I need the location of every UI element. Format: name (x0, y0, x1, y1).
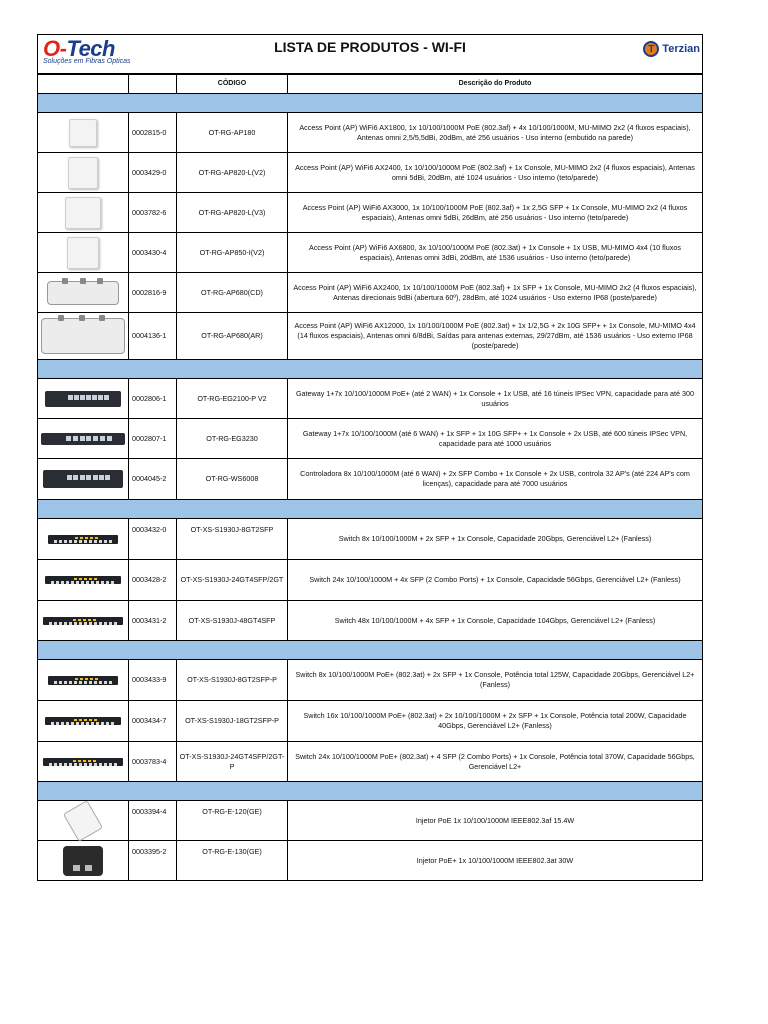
product-description: Access Point (AP) WiFi6 AX12000, 1x 10/100/1000M PoE (802.3at) + 1x 1/2,5G + 2x 10G SFP+ + 1x Console, MU-MIMO 4x4 (14 fluxos espaciais), Antenas omni 6/8dBi, Saídas para antenas externas, 29/27dBm, até 1536 usuários - Uso externo IP68 (poste/parede) (288, 313, 703, 360)
product-image-cell (38, 560, 129, 601)
product-image-cell (38, 379, 129, 419)
table-row (38, 560, 703, 601)
product-code: OT-RG-AP820-L(V3) (177, 193, 288, 233)
category-band (38, 360, 703, 379)
table-header-row (38, 75, 703, 94)
product-code: OT-RG-AP820-L(V2) (177, 153, 288, 193)
product-description: Switch 48x 10/100/1000M + 4x SFP + 1x Console, Capacidade 104Gbps, Gerenciável L2+ (Fanless) (288, 601, 703, 641)
table-row (38, 660, 703, 701)
product-description: Gateway 1+7x 10/100/1000M PoE+ (até 2 WAN) + 1x Console + 1x USB, até 16 túneis IPSec VPN, capacidade para até 300 usuários (288, 379, 703, 419)
product-image-cell (38, 801, 129, 841)
product-description: Injetor PoE+ 1x 10/100/1000M IEEE802.3at 30W (288, 841, 703, 881)
access-point-image (68, 157, 98, 189)
header-ref-cell (129, 75, 177, 94)
table-row (38, 313, 703, 360)
product-ref: 0003428-2 (129, 560, 177, 601)
product-code: OT-XS-S1930J-8GT2SFP-P (177, 660, 288, 701)
switch-image (48, 535, 118, 544)
product-code: OT-XS-S1930J-24GT4SFP/2GT-P (177, 742, 288, 782)
category-band-cell (38, 360, 703, 379)
product-description: Switch 8x 10/100/1000M PoE+ (802.3at) + 2x SFP + 1x Console, Potência total 125W, Capacidade 20Gbps, Gerenciável L2+ (Fanless) (288, 660, 703, 701)
table-row (38, 841, 703, 881)
product-image-cell (38, 113, 129, 153)
table-row (38, 519, 703, 560)
product-code: OT-XS-S1930J-8GT2SFP (177, 519, 288, 560)
category-band-cell (38, 500, 703, 519)
product-ref: 0002816-9 (129, 273, 177, 313)
outdoor-access-point-image (47, 281, 119, 305)
product-ref: 0002807-1 (129, 419, 177, 459)
header-code: CÓDIGO (177, 75, 288, 94)
product-description: Switch 24x 10/100/1000M + 4x SFP (2 Combo Ports) + 1x Console, Capacidade 56Gbps, Gerenciável L2+ (Fanless) (288, 560, 703, 601)
product-image-cell (38, 660, 129, 701)
product-ref: 0003433-9 (129, 660, 177, 701)
product-ref: 0003434-7 (129, 701, 177, 742)
table-row (38, 601, 703, 641)
sheet-header (37, 34, 703, 74)
product-code: OT-RG-EG2100-P V2 (177, 379, 288, 419)
outdoor-access-point-image (41, 318, 125, 354)
product-image-cell (38, 153, 129, 193)
product-image-cell (38, 701, 129, 742)
access-point-image (65, 197, 101, 229)
product-description: Gateway 1+7x 10/100/1000M (até 6 WAN) + 1x SFP + 1x 10G SFP+ + 1x Console + 2x USB, até 600 túneis IPSec VPN, capacidade para até 1000 usuários (288, 419, 703, 459)
category-band-cell (38, 641, 703, 660)
product-ref: 0002815-0 (129, 113, 177, 153)
product-code: OT-XS-S1930J-18GT2SFP-P (177, 701, 288, 742)
otech-logo-tagline: Soluções em Fibras Ópticas (43, 58, 131, 65)
product-description: Controladora 8x 10/100/1000M (até 6 WAN) + 2x SFP Combo + 1x Console + 2x USB, controla 32 AP's (até 224 AP's com licenças), capacidade para até 7000 usuários (288, 459, 703, 500)
product-ref: 0004045-2 (129, 459, 177, 500)
product-code: OT-RG-E-130(GE) (177, 841, 288, 881)
product-image-cell (38, 419, 129, 459)
gateway-image (45, 391, 121, 407)
category-band (38, 500, 703, 519)
table-row (38, 701, 703, 742)
switch-image (45, 717, 121, 725)
product-code: OT-XS-S1930J-24GT4SFP/2GT (177, 560, 288, 601)
product-table (37, 74, 703, 881)
product-description: Injetor PoE 1x 10/100/1000M IEEE802.3af 15.4W (288, 801, 703, 841)
otech-logo-word: Tech (66, 36, 115, 61)
access-point-image (69, 119, 97, 147)
table-row (38, 379, 703, 419)
gateway-image (41, 433, 125, 445)
category-band-cell (38, 782, 703, 801)
category-band-cell (38, 94, 703, 113)
product-description: Access Point (AP) WiFi6 AX2400, 1x 10/100/1000M PoE (802.3af) + 1x Console, MU-MIMO 2x2 (4 fluxos espaciais), Antenas omni 5dBi, 20dBm, até 1024 usuários - Uso interno (teto/parede) (288, 153, 703, 193)
table-row (38, 801, 703, 841)
product-ref: 0003395-2 (129, 841, 177, 881)
product-code: OT-RG-E-120(GE) (177, 801, 288, 841)
product-description: Access Point (AP) WiFi6 AX2400, 1x 10/100/1000M PoE (802.3af) + 1x SFP + 1x Console, MU-MIMO 2x2 (4 fluxos espaciais), Antenas direcionais 9dBi (abertura 60º), 28dBm, até 1024 usuários - Uso externo IP68 (poste/parede) (288, 273, 703, 313)
page-title: LISTA DE PRODUTOS - WI-FI (274, 39, 466, 55)
table-row (38, 233, 703, 273)
product-image-cell (38, 601, 129, 641)
product-code: OT-RG-AP680(CD) (177, 273, 288, 313)
table-row (38, 113, 703, 153)
product-image-cell (38, 519, 129, 560)
product-ref: 0003431-2 (129, 601, 177, 641)
table-row (38, 459, 703, 500)
product-image-cell (38, 233, 129, 273)
product-sheet (37, 34, 703, 881)
product-image-cell (38, 459, 129, 500)
product-description: Switch 24x 10/100/1000M PoE+ (802.3at) + 4 SFP (2 Combo Ports) + 1x Console, Potência total 370W, Capacidade 56Gbps, Gerenciável L2+ (288, 742, 703, 782)
poe-plus-injector-image (63, 846, 103, 876)
switch-image (43, 617, 123, 625)
header-image-cell (38, 75, 129, 94)
access-point-image (67, 237, 99, 269)
category-band (38, 782, 703, 801)
table-row (38, 742, 703, 782)
poe-injector-image (63, 800, 103, 842)
product-description: Switch 8x 10/100/1000M + 2x SFP + 1x Console, Capacidade 20Gbps, Gerenciável L2+ (Fanless) (288, 519, 703, 560)
table-row (38, 419, 703, 459)
product-code: OT-RG-EG3230 (177, 419, 288, 459)
product-code: OT-RG-AP680(AR) (177, 313, 288, 360)
terzian-logo-word: Terzian (662, 43, 700, 55)
product-description: Switch 16x 10/100/1000M PoE+ (802.3at) + 2x 10/100/1000M + 2x SFP + 1x Console, Potência total 200W, Capacidade 40Gbps, Gerenciável L2+ (Fanless) (288, 701, 703, 742)
product-ref: 0003783-4 (129, 742, 177, 782)
product-description: Access Point (AP) WiFi6 AX6800, 3x 10/100/1000M PoE (802.3at) + 1x Console + 1x USB, MU-MIMO 4x4 (10 fluxos espaciais), Antenas omni 3dBi, 20dBm, até 1536 usuários - Uso interno (teto/parede) (288, 233, 703, 273)
table-row (38, 193, 703, 233)
category-band (38, 641, 703, 660)
product-ref: 0003429-0 (129, 153, 177, 193)
product-ref: 0004136-1 (129, 313, 177, 360)
product-code: OT-XS-S1930J-48GT4SFP (177, 601, 288, 641)
product-image-cell (38, 313, 129, 360)
product-ref: 0003394-4 (129, 801, 177, 841)
product-code: OT-RG-AP850-I(V2) (177, 233, 288, 273)
product-code: OT-RG-WS6008 (177, 459, 288, 500)
terzian-logo (643, 39, 700, 59)
switch-image (43, 758, 123, 766)
product-image-cell (38, 742, 129, 782)
header-description: Descrição do Produto (288, 75, 703, 94)
gateway-image (43, 470, 123, 488)
table-row (38, 153, 703, 193)
product-description: Access Point (AP) WiFi6 AX1800, 1x 10/100/1000M PoE (802.3af) + 4x 10/100/1000M, MU-MIMO 2x2 (4 fluxos espaciais), Antenas omni 2,5/5,5dBi, 20dBm, até 256 usuários - Uso interno (embutido na parede) (288, 113, 703, 153)
terzian-logo-icon: T (643, 41, 659, 57)
product-image-cell (38, 273, 129, 313)
product-ref: 0003432-0 (129, 519, 177, 560)
product-description: Access Point (AP) WiFi6 AX3000, 1x 10/100/1000M PoE (802.3af) + 1x 2,5G SFP + 1x Console, MU-MIMO 2x2 (4 fluxos espaciais), Antenas omni 5dBi, 26dBm, até 256 usuários - Uso interno (teto/parede) (288, 193, 703, 233)
category-band (38, 94, 703, 113)
product-ref: 0002806-1 (129, 379, 177, 419)
product-image-cell (38, 193, 129, 233)
otech-logo-o: O- (43, 36, 67, 61)
switch-image (45, 576, 121, 584)
switch-image (48, 676, 118, 685)
product-ref: 0003782-6 (129, 193, 177, 233)
table-row (38, 273, 703, 313)
product-code: OT-RG-AP180 (177, 113, 288, 153)
product-ref: 0003430-4 (129, 233, 177, 273)
product-image-cell (38, 841, 129, 881)
